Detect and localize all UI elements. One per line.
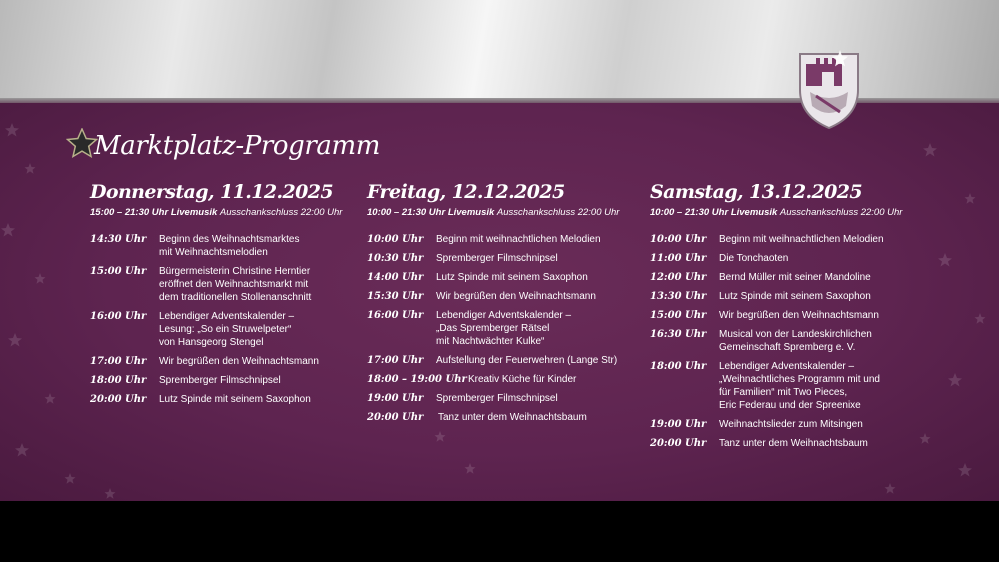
- event-item: 10:30 Uhr Spremberger Filmschnipsel: [367, 253, 558, 264]
- event-item: 15:00 Uhr Bürgermeisterin Christine Herntier eröffnet den Weihnachtsmarkt mit dem traditionellen Stollenanschnitt: [90, 266, 312, 303]
- day-column-freitag: [367, 180, 619, 430]
- day-column-samstag: [650, 180, 902, 456]
- day-opening-hours: 10:00 – 21:30 Uhr Livemusik Ausschankschluss 22:00 Uhr: [650, 207, 903, 218]
- event-item: 13:30 Uhr Lutz Spinde mit seinem Saxophon: [650, 291, 871, 302]
- day-opening-hours: 15:00 – 21:30 Uhr Livemusik Ausschankschluss 22:00 Uhr: [90, 207, 343, 218]
- event-item: 18:00 – 19:00 Uhr Kreativ Küche für Kinder: [367, 374, 577, 385]
- event-item: 11:00 Uhr Die Tonchaoten: [650, 253, 789, 264]
- event-item: 18:00 Uhr Lebendiger Adventskalender – „Weihnachtliches Programm mit und für Familien“ mit Two Pieces, Eric Federau und der Spreenixe: [650, 361, 880, 411]
- event-list: [90, 233, 342, 406]
- event-list: [650, 233, 902, 450]
- event-item: 14:00 Uhr Lutz Spinde mit seinem Saxophon: [367, 272, 588, 283]
- event-item: 20:00 Uhr Lutz Spinde mit seinem Saxophon: [90, 394, 311, 405]
- event-item: 14:30 Uhr Beginn des Weihnachtsmarktes mit Weihnachtsmelodien: [90, 234, 300, 258]
- day-title: Samstag, 13.12.2025: [650, 181, 863, 203]
- event-item: 20:00 Uhr Tanz unter dem Weihnachtsbaum: [367, 412, 587, 423]
- bottom-letterbox: [0, 501, 999, 562]
- day-title: Donnerstag, 11.12.2025: [90, 181, 333, 203]
- event-item: 19:00 Uhr Spremberger Filmschnipsel: [367, 393, 558, 404]
- event-item: 16:00 Uhr Lebendiger Adventskalender – „Das Spremberger Rätsel mit Nachtwächter Kulke“: [367, 310, 572, 347]
- event-item: 20:00 Uhr Tanz unter dem Weihnachtsbaum: [650, 438, 868, 449]
- day-title: Freitag, 12.12.2025: [367, 181, 565, 203]
- event-item: 17:00 Uhr Aufstellung der Feuerwehren (Lange Str): [367, 355, 618, 366]
- event-item: 15:00 Uhr Wir begrüßen den Weihnachtsmann: [650, 310, 879, 321]
- page-title: Marktplatz-Programm: [94, 131, 381, 161]
- event-item: 12:00 Uhr Bernd Müller mit seiner Mandoline: [650, 272, 871, 283]
- event-item: 15:30 Uhr Wir begrüßen den Weihnachtsmann: [367, 291, 596, 302]
- event-item: 17:00 Uhr Wir begrüßen den Weihnachtsmann: [90, 356, 319, 367]
- event-item: 18:00 Uhr Spremberger Filmschnipsel: [90, 375, 281, 386]
- event-item: 10:00 Uhr Beginn mit weihnachtlichen Melodien: [367, 234, 601, 245]
- event-item: 10:00 Uhr Beginn mit weihnachtlichen Melodien: [650, 234, 884, 245]
- town-crest-icon: [796, 46, 862, 130]
- event-item: 16:30 Uhr Musical von der Landeskirchlichen Gemeinschaft Spremberg e. V.: [650, 329, 872, 353]
- event-item: 19:00 Uhr Weihnachtslieder zum Mitsingen: [650, 419, 863, 430]
- day-opening-hours: 10:00 – 21:30 Uhr Livemusik Ausschankschluss 22:00 Uhr: [367, 207, 620, 218]
- event-list: [367, 233, 619, 424]
- event-item: 16:00 Uhr Lebendiger Adventskalender – Lesung: „So ein Struwelpeter“ von Hansgeorg Stengel: [90, 311, 295, 348]
- day-column-donnerstag: [90, 180, 342, 412]
